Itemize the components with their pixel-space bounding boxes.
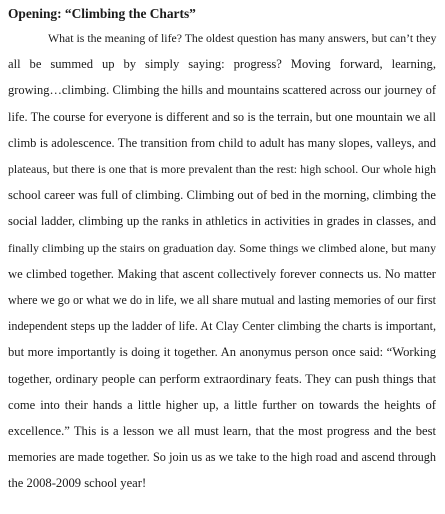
paragraph-line: life. The course for everyone is different and so is the terrain, but one mountain we all xyxy=(8,109,436,124)
paragraph-line: where we go or what we do in life, we all share mutual and lasting memories of our first xyxy=(8,293,436,308)
paragraph-line: memories are made together. So join us as we take to the high road and ascend through xyxy=(8,450,436,465)
document-paragraph xyxy=(8,25,436,497)
paragraph-line: independent steps up the ladder of life. At Clay Center climbing the charts is important, xyxy=(8,319,436,334)
paragraph-line: the 2008-2009 school year! xyxy=(8,476,147,491)
paragraph-line: climb is adolescence. The transition from child to adult has many slopes, valleys, and xyxy=(8,135,436,150)
paragraph-line: we climbed together. Making that ascent collectively forever connects us. No matter xyxy=(8,266,436,281)
paragraph-line: together, ordinary people can perform extraordinary feats. They can push things that xyxy=(8,371,436,386)
paragraph-line: What is the meaning of life? The oldest question has many answers, but can’t they xyxy=(48,31,437,45)
paragraph-line: finally climbing up the stairs on graduation day. Some things we climbed alone, but many xyxy=(8,240,436,255)
paragraph-line: social ladder, climbing up the ranks in athletics in activities in grades in classes, and xyxy=(8,214,436,229)
document-heading: Opening: “Climbing the Charts” xyxy=(8,6,196,21)
paragraph-line: school career was full of climbing. Climbing out of bed in the morning, climbing the xyxy=(8,188,436,203)
paragraph-line: plateaus, but there is one that is more prevalent than the rest: high school. Our whole high xyxy=(8,162,436,177)
paragraph-line: but more importantly is doing it together. An anonymus person once said: “Working xyxy=(8,345,436,360)
paragraph-line: growing…climbing. Climbing the hills and mountains scattered across our journey of xyxy=(8,83,436,98)
paragraph-line: excellence.” This is a lesson we all must learn, that the most progress and the best xyxy=(8,424,436,439)
paragraph-line: come into their hands a little higher up, a little further on towards the heights of xyxy=(8,397,436,412)
paragraph-line: all be summed up by simply saying: progress? Moving forward, learning, xyxy=(8,57,436,72)
